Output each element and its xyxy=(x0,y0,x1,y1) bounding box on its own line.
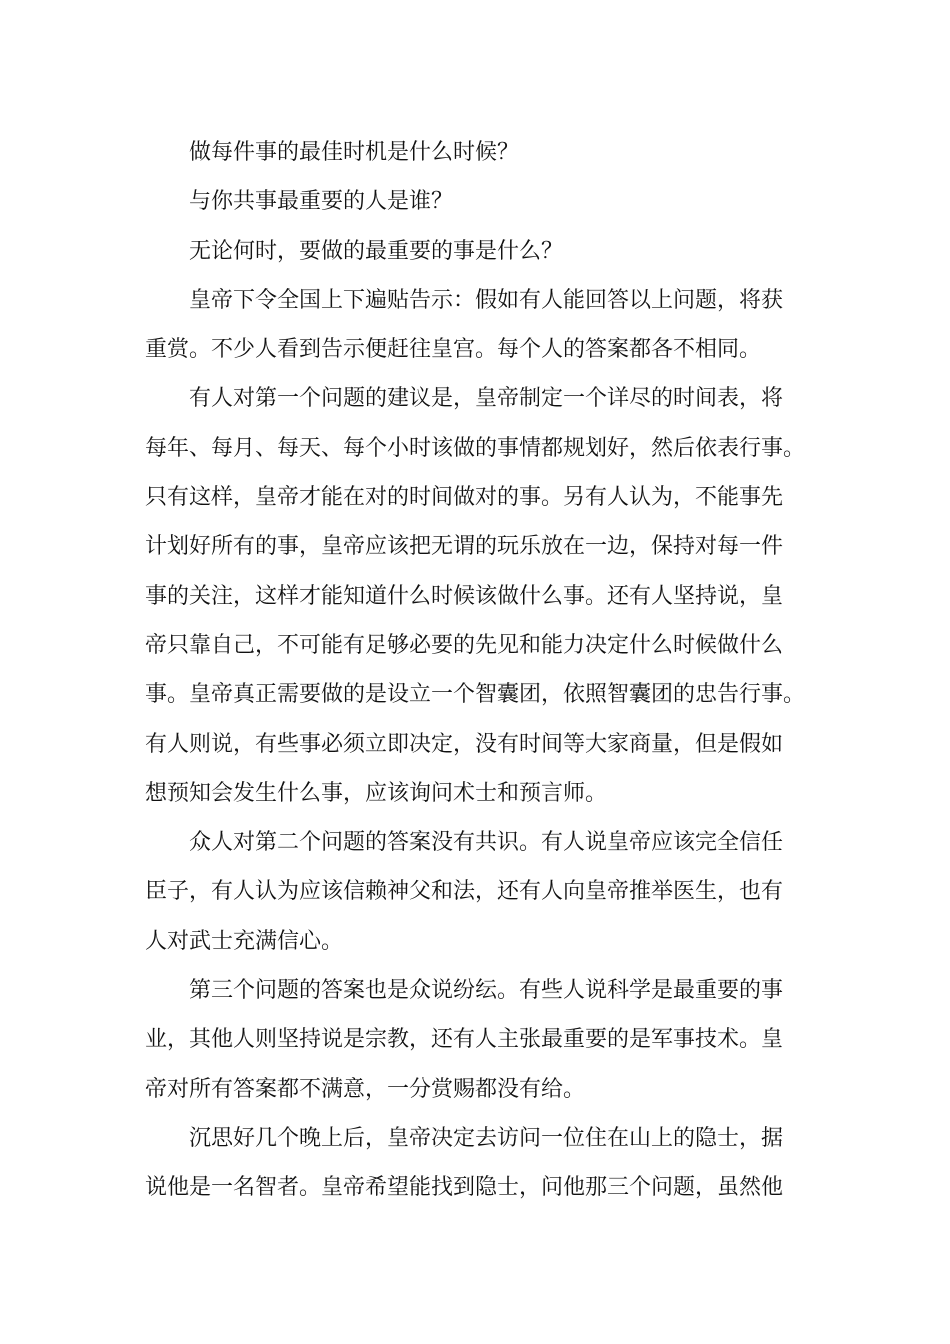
text-line: 臣子，有人认为应该信赖神父和法，还有人向皇帝推举医生，也有 xyxy=(145,879,784,905)
text-line: 只有这样，皇帝才能在对的时间做对的事。另有人认为，不能事先 xyxy=(145,485,784,511)
text-line: 想预知会发生什么事，应该询问术士和预言师。 xyxy=(145,780,608,806)
text-line: 有人则说，有些事必须立即决定，没有时间等大家商量，但是假如 xyxy=(145,731,784,757)
text-line: 重赏。不少人看到告示便赶往皇宫。每个人的答案都各不相同。 xyxy=(145,337,762,363)
paragraph-start-line: 皇帝下令全国上下遍贴告示：假如有人能回答以上问题，将获 xyxy=(189,287,784,313)
text-line: 业，其他人则坚持说是宗教，还有人主张最重要的是军事技术。皇 xyxy=(145,1027,784,1053)
document-body xyxy=(145,128,825,1213)
text-line: 每年、每月、每天、每个小时该做的事情都规划好，然后依表行事。 xyxy=(145,435,806,461)
paragraph-start-line: 沉思好几个晚上后，皇帝决定去访问一位住在山上的隐士，据 xyxy=(189,1125,784,1151)
text-line: 做每件事的最佳时机是什么时候？ xyxy=(189,140,520,165)
text-line: 帝只靠自己，不可能有足够必要的先见和能力决定什么时候做什么 xyxy=(145,632,784,658)
text-line: 事的关注，这样才能知道什么时候该做什么事。还有人坚持说，皇 xyxy=(145,583,784,609)
text-line: 无论何时，要做的最重要的事是什么？ xyxy=(189,238,564,264)
text-line: 与你共事最重要的人是谁？ xyxy=(189,189,454,215)
text-line: 说他是一名智者。皇帝希望能找到隐士，问他那三个问题，虽然他 xyxy=(145,1175,784,1201)
text-line: 人对武士充满信心。 xyxy=(145,928,344,954)
paragraph-start-line: 众人对第二个问题的答案没有共识。有人说皇帝应该完全信任 xyxy=(189,830,784,856)
paragraph-start-line: 有人对第一个问题的建议是，皇帝制定一个详尽的时间表，将 xyxy=(189,386,784,412)
text-line: 帝对所有答案都不满意，一分赏赐都没有给。 xyxy=(145,1076,586,1102)
text-line: 计划好所有的事，皇帝应该把无谓的玩乐放在一边，保持对每一件 xyxy=(145,534,784,560)
text-line: 事。皇帝真正需要做的是设立一个智囊团，依照智囊团的忠告行事。 xyxy=(145,682,806,708)
paragraph-start-line: 第三个问题的答案也是众说纷纭。有些人说科学是最重要的事 xyxy=(189,978,784,1004)
